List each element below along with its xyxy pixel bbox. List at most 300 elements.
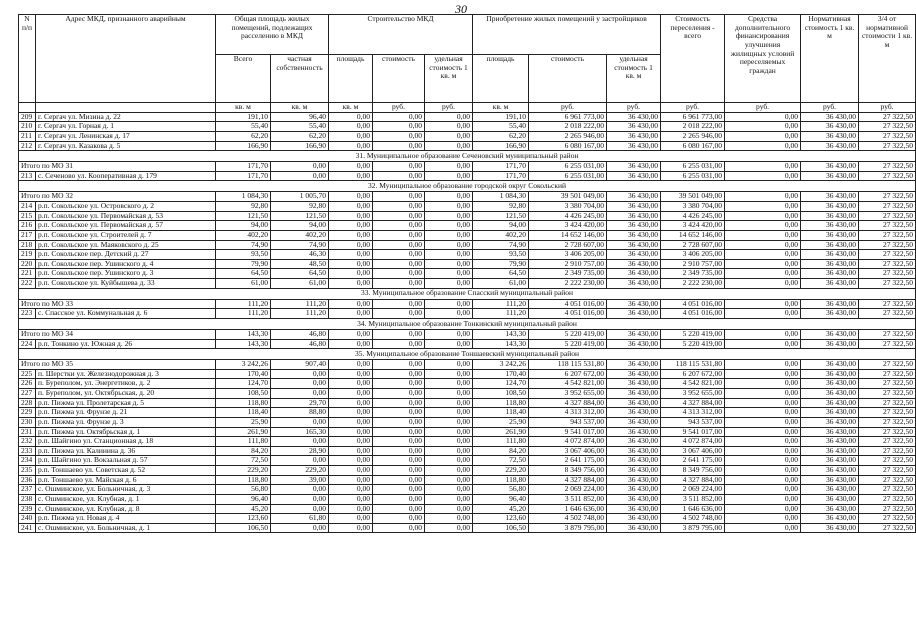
address-cell: г. Сергач ул. Казакова д. 5: [36, 141, 216, 151]
value-cell: 4 426 245,00: [529, 211, 607, 221]
value-cell: 9 541 017,00: [661, 427, 725, 437]
value-cell: 0,00: [329, 475, 373, 485]
value-cell: 36 430,00: [801, 494, 859, 504]
value-cell: 36 430,00: [801, 131, 859, 141]
value-cell: 0,00: [329, 192, 373, 202]
value-cell: 0,00: [329, 494, 373, 504]
row-number: 233: [19, 446, 36, 456]
value-cell: 0,00: [425, 131, 473, 141]
address-cell: р.п. Тоншаево ул. Советская д. 52: [36, 466, 216, 476]
value-cell: 0,00: [373, 514, 425, 524]
address-cell: с. Спасское ул. Коммунальная д. 6: [36, 309, 216, 319]
value-cell: 36 430,00: [801, 221, 859, 231]
value-cell: 191,10: [473, 112, 529, 122]
value-cell: 92,80: [216, 202, 271, 212]
value-cell: 55,40: [271, 122, 329, 132]
value-cell: 0,00: [425, 408, 473, 418]
value-cell: 27 322,50: [859, 202, 916, 212]
value-cell: 0,00: [425, 427, 473, 437]
value-cell: 4 072 874,00: [661, 437, 725, 447]
value-cell: 27 322,50: [859, 192, 916, 202]
value-cell: 74,90: [473, 240, 529, 250]
value-cell: 0,00: [725, 211, 801, 221]
unit-cell: руб.: [373, 103, 425, 113]
value-cell: 0,00: [373, 437, 425, 447]
value-cell: 108,50: [216, 389, 271, 399]
value-cell: 2 069 224,00: [661, 485, 725, 495]
section-title: 34. Муниципальное образование Тонкинский муниципальный район: [19, 318, 916, 329]
header-additional-funds: Средства дополнительного финансирования улучшения жилищных условий переселяемых граждан: [725, 15, 801, 103]
value-cell: 0,00: [725, 514, 801, 524]
value-cell: 0,00: [725, 398, 801, 408]
value-cell: 3 879 795,00: [661, 523, 725, 533]
value-cell: 123,60: [216, 514, 271, 524]
address-cell: р.п. Шайгино ул. Вокзальная д. 57: [36, 456, 216, 466]
value-cell: 0,00: [373, 240, 425, 250]
value-cell: 0,00: [329, 485, 373, 495]
value-cell: 0,00: [329, 389, 373, 399]
value-cell: 0,00: [425, 221, 473, 231]
value-cell: 2 910 757,00: [529, 259, 607, 269]
row-number: 219: [19, 250, 36, 260]
value-cell: 36 430,00: [801, 122, 859, 132]
value-cell: 0,00: [425, 279, 473, 289]
value-cell: 0,00: [425, 523, 473, 533]
table-row: [19, 523, 916, 533]
value-cell: 6 207 672,00: [529, 369, 607, 379]
value-cell: 121,50: [271, 211, 329, 221]
value-cell: 27 322,50: [859, 162, 916, 172]
value-cell: 4 327 884,00: [529, 475, 607, 485]
unit-cell: руб.: [801, 103, 859, 113]
value-cell: 0,00: [329, 398, 373, 408]
value-cell: 4 542 821,00: [661, 379, 725, 389]
value-cell: 36 430,00: [607, 112, 661, 122]
value-cell: 36 430,00: [607, 279, 661, 289]
table-row: [19, 389, 916, 399]
value-cell: 0,00: [425, 456, 473, 466]
value-cell: 0,00: [373, 360, 425, 370]
header-construction-cost: стоимость: [373, 55, 425, 103]
value-cell: 2 018 222,00: [529, 122, 607, 132]
value-cell: 118,40: [473, 408, 529, 418]
value-cell: 0,00: [373, 466, 425, 476]
value-cell: 118,80: [216, 398, 271, 408]
value-cell: 0,00: [329, 259, 373, 269]
value-cell: 0,00: [373, 162, 425, 172]
value-cell: 6 207 672,00: [661, 369, 725, 379]
value-cell: 36 430,00: [607, 417, 661, 427]
value-cell: 2 728 607,00: [529, 240, 607, 250]
value-cell: 0,00: [725, 162, 801, 172]
value-cell: 402,20: [271, 230, 329, 240]
value-cell: 0,00: [725, 221, 801, 231]
value-cell: 0,00: [373, 456, 425, 466]
header-private: частная собственность: [271, 55, 329, 103]
value-cell: 74,90: [271, 240, 329, 250]
address-cell: с. Ошминское, ул. Клубная, д. 1: [36, 494, 216, 504]
value-cell: 0,00: [329, 523, 373, 533]
value-cell: 2 728 607,00: [661, 240, 725, 250]
value-cell: 96,40: [271, 112, 329, 122]
value-cell: 0,00: [271, 417, 329, 427]
value-cell: 6 255 031,00: [529, 162, 607, 172]
value-cell: 0,00: [725, 141, 801, 151]
value-cell: 166,90: [473, 141, 529, 151]
row-number: 240: [19, 514, 36, 524]
value-cell: 27 322,50: [859, 466, 916, 476]
value-cell: 36 430,00: [607, 329, 661, 339]
address-cell: с. Ошминское, ул. Больничная, д. 3: [36, 485, 216, 495]
subtotal-row: [19, 162, 916, 172]
value-cell: 79,90: [216, 259, 271, 269]
value-cell: 0,00: [329, 131, 373, 141]
value-cell: 0,00: [373, 329, 425, 339]
header-norm-cost: Нормативная стоимость 1 кв. м: [801, 15, 859, 103]
value-cell: 72,50: [216, 456, 271, 466]
value-cell: 0,00: [425, 514, 473, 524]
value-cell: 27 322,50: [859, 259, 916, 269]
table-body: [19, 112, 916, 533]
address-cell: п. Шерстки ул. Железнодорожная д. 3: [36, 369, 216, 379]
table-row: [19, 230, 916, 240]
value-cell: 3 952 655,00: [661, 389, 725, 399]
value-cell: 0,00: [425, 475, 473, 485]
row-number: 229: [19, 408, 36, 418]
value-cell: 166,90: [271, 141, 329, 151]
value-cell: 0,00: [329, 221, 373, 231]
value-cell: 0,00: [271, 171, 329, 181]
value-cell: 0,00: [373, 192, 425, 202]
value-cell: 36 430,00: [607, 379, 661, 389]
header-area-group: Общая площадь жилых помещений, подлежащих расселению в МКД: [216, 15, 329, 55]
value-cell: 0,00: [329, 456, 373, 466]
value-cell: 5 220 419,00: [661, 329, 725, 339]
value-cell: 36 430,00: [607, 162, 661, 172]
subtotal-label: Итого по МО 32: [19, 192, 216, 202]
value-cell: 402,20: [473, 230, 529, 240]
value-cell: 36 430,00: [607, 427, 661, 437]
address-cell: р.п. Сокольское ул. Первомайская д. 53: [36, 211, 216, 221]
value-cell: 0,00: [373, 171, 425, 181]
value-cell: 36 430,00: [801, 466, 859, 476]
header-purchase-group: Приобретение жилых помещений у застройщиков: [473, 15, 661, 55]
table-row: [19, 466, 916, 476]
value-cell: 36 430,00: [801, 202, 859, 212]
value-cell: 36 430,00: [801, 398, 859, 408]
value-cell: 1 005,70: [271, 192, 329, 202]
subtotal-row: [19, 329, 916, 339]
value-cell: 0,00: [725, 408, 801, 418]
value-cell: 118,80: [473, 475, 529, 485]
row-number: 230: [19, 417, 36, 427]
value-cell: 36 430,00: [801, 360, 859, 370]
resettlement-table: [18, 14, 916, 533]
value-cell: 0,00: [725, 171, 801, 181]
value-cell: 1 646 636,00: [661, 504, 725, 514]
value-cell: 229,20: [271, 466, 329, 476]
value-cell: 118 115 531,80: [661, 360, 725, 370]
value-cell: 0,00: [373, 250, 425, 260]
value-cell: 0,00: [425, 269, 473, 279]
value-cell: 229,20: [216, 466, 271, 476]
value-cell: 118 115 531,80: [529, 360, 607, 370]
row-number: 218: [19, 240, 36, 250]
value-cell: 0,00: [329, 162, 373, 172]
value-cell: 64,50: [271, 269, 329, 279]
value-cell: 4 051 016,00: [529, 309, 607, 319]
value-cell: 0,00: [373, 221, 425, 231]
value-cell: 36 430,00: [607, 221, 661, 231]
value-cell: 36 430,00: [801, 446, 859, 456]
value-cell: 36 430,00: [607, 514, 661, 524]
value-cell: 0,00: [725, 389, 801, 399]
value-cell: 0,00: [425, 309, 473, 319]
value-cell: 0,00: [725, 494, 801, 504]
header-three-quarter: 3/4 от нормативной стоимости 1 кв. м: [859, 15, 916, 103]
value-cell: 1 084,30: [473, 192, 529, 202]
value-cell: 0,00: [373, 369, 425, 379]
address-cell: р.п. Сокольское пер. Ушинского д. 4: [36, 259, 216, 269]
value-cell: 27 322,50: [859, 446, 916, 456]
value-cell: 36 430,00: [801, 211, 859, 221]
value-cell: 36 430,00: [607, 309, 661, 319]
row-number: 220: [19, 259, 36, 269]
subtotal-label: Итого по МО 33: [19, 299, 216, 309]
value-cell: 0,00: [329, 171, 373, 181]
value-cell: 0,00: [373, 389, 425, 399]
value-cell: 36 430,00: [801, 417, 859, 427]
value-cell: 2 265 946,00: [529, 131, 607, 141]
value-cell: 0,00: [425, 504, 473, 514]
value-cell: 0,00: [425, 446, 473, 456]
value-cell: 1 084,30: [216, 192, 271, 202]
value-cell: 36 430,00: [801, 475, 859, 485]
header-purchase-cost: стоимость: [529, 55, 607, 103]
value-cell: 27 322,50: [859, 389, 916, 399]
value-cell: 0,00: [425, 339, 473, 349]
address-cell: п. Буреполом, ул. Энергетиков, д. 2: [36, 379, 216, 389]
value-cell: 45,20: [473, 504, 529, 514]
value-cell: 0,00: [725, 456, 801, 466]
value-cell: 0,00: [373, 485, 425, 495]
value-cell: 0,00: [271, 162, 329, 172]
value-cell: 36 430,00: [607, 475, 661, 485]
value-cell: 0,00: [425, 192, 473, 202]
section-title: 33. Муниципальное образование Спасский муниципальный район: [19, 288, 916, 299]
value-cell: 4 542 821,00: [529, 379, 607, 389]
value-cell: 166,90: [216, 141, 271, 151]
value-cell: 84,20: [473, 446, 529, 456]
value-cell: 36 430,00: [801, 250, 859, 260]
value-cell: 36 430,00: [801, 504, 859, 514]
address-cell: р.п. Пижма ул. Новая д. 4: [36, 514, 216, 524]
value-cell: 27 322,50: [859, 240, 916, 250]
value-cell: 2 349 735,00: [529, 269, 607, 279]
value-cell: 36 430,00: [801, 299, 859, 309]
unit-cell: руб.: [529, 103, 607, 113]
value-cell: 27 322,50: [859, 408, 916, 418]
value-cell: 27 322,50: [859, 171, 916, 181]
value-cell: 0,00: [425, 389, 473, 399]
table-row: [19, 221, 916, 231]
section-header-row: [19, 181, 916, 192]
value-cell: 48,50: [271, 259, 329, 269]
value-cell: 402,20: [216, 230, 271, 240]
value-cell: 0,00: [425, 250, 473, 260]
table-row: [19, 437, 916, 447]
value-cell: 170,40: [216, 369, 271, 379]
address-cell: р.п. Сокольское ул. Первомайская д. 57: [36, 221, 216, 231]
value-cell: 121,50: [473, 211, 529, 221]
value-cell: 92,80: [271, 202, 329, 212]
value-cell: 0,00: [725, 131, 801, 141]
value-cell: 0,00: [329, 514, 373, 524]
value-cell: 0,00: [373, 141, 425, 151]
value-cell: 4 327 884,00: [661, 398, 725, 408]
value-cell: 0,00: [425, 162, 473, 172]
value-cell: 0,00: [425, 259, 473, 269]
value-cell: 39 501 049,00: [529, 192, 607, 202]
value-cell: 36 430,00: [607, 494, 661, 504]
value-cell: 36 430,00: [607, 202, 661, 212]
value-cell: 123,60: [473, 514, 529, 524]
subtotal-label: Итого по МО 35: [19, 360, 216, 370]
value-cell: 36 430,00: [607, 339, 661, 349]
value-cell: 0,00: [329, 329, 373, 339]
value-cell: 2 222 230,00: [529, 279, 607, 289]
value-cell: 96,40: [473, 494, 529, 504]
value-cell: 39,00: [271, 475, 329, 485]
value-cell: 907,40: [271, 360, 329, 370]
row-number: 221: [19, 269, 36, 279]
address-cell: р.п. Пижма ул. Фрунзе д. 21: [36, 408, 216, 418]
value-cell: 6 255 031,00: [661, 162, 725, 172]
value-cell: 0,00: [329, 446, 373, 456]
value-cell: 0,00: [373, 112, 425, 122]
value-cell: 0,00: [329, 339, 373, 349]
value-cell: 36 430,00: [801, 514, 859, 524]
value-cell: 0,00: [725, 240, 801, 250]
address-cell: п. Буреполом, ул. Октябрьская, д. 20: [36, 389, 216, 399]
header-address: Адрес МКД, признанного аварийным: [36, 15, 216, 103]
value-cell: 0,00: [373, 131, 425, 141]
value-cell: 94,00: [473, 221, 529, 231]
value-cell: 0,00: [425, 360, 473, 370]
value-cell: 4 313 312,00: [529, 408, 607, 418]
value-cell: 171,70: [216, 171, 271, 181]
table-row: [19, 339, 916, 349]
value-cell: 6 080 167,00: [529, 141, 607, 151]
value-cell: 4 051 016,00: [661, 309, 725, 319]
value-cell: 36 430,00: [607, 122, 661, 132]
value-cell: 0,00: [425, 398, 473, 408]
row-number: 209: [19, 112, 36, 122]
header-total: Всего: [216, 55, 271, 103]
value-cell: 0,00: [329, 379, 373, 389]
value-cell: 943 537,00: [661, 417, 725, 427]
address-cell: р.п. Сокольское пер. Ушинского д. 3: [36, 269, 216, 279]
value-cell: 3 242,26: [216, 360, 271, 370]
value-cell: 0,00: [725, 475, 801, 485]
unit-cell: руб.: [425, 103, 473, 113]
table-row: [19, 122, 916, 132]
value-cell: 27 322,50: [859, 112, 916, 122]
value-cell: 5 220 419,00: [529, 339, 607, 349]
value-cell: 0,00: [425, 329, 473, 339]
row-number: 234: [19, 456, 36, 466]
value-cell: 62,20: [271, 131, 329, 141]
value-cell: 0,00: [725, 250, 801, 260]
table-row: [19, 202, 916, 212]
value-cell: 111,20: [216, 299, 271, 309]
value-cell: 0,00: [425, 299, 473, 309]
value-cell: 88,80: [271, 408, 329, 418]
row-number: 239: [19, 504, 36, 514]
value-cell: 0,00: [271, 437, 329, 447]
value-cell: 6 255 031,00: [529, 171, 607, 181]
value-cell: 4 327 884,00: [661, 475, 725, 485]
value-cell: 943 537,00: [529, 417, 607, 427]
value-cell: 165,30: [271, 427, 329, 437]
value-cell: 27 322,50: [859, 427, 916, 437]
value-cell: 36 430,00: [801, 141, 859, 151]
value-cell: 36 430,00: [801, 162, 859, 172]
value-cell: 0,00: [725, 369, 801, 379]
value-cell: 36 430,00: [607, 398, 661, 408]
value-cell: 27 322,50: [859, 131, 916, 141]
value-cell: 0,00: [725, 504, 801, 514]
table-row: [19, 494, 916, 504]
value-cell: 27 322,50: [859, 504, 916, 514]
value-cell: 36 430,00: [801, 339, 859, 349]
value-cell: 171,70: [473, 162, 529, 172]
value-cell: 124,70: [473, 379, 529, 389]
section-header-row: [19, 288, 916, 299]
table-row: [19, 171, 916, 181]
value-cell: 36 430,00: [801, 456, 859, 466]
value-cell: 3 424 420,00: [661, 221, 725, 231]
value-cell: 36 430,00: [607, 141, 661, 151]
value-cell: 14 652 146,00: [529, 230, 607, 240]
value-cell: 143,30: [216, 329, 271, 339]
address-cell: р.п. Тонкино ул. Южная д. 26: [36, 339, 216, 349]
value-cell: 0,00: [425, 437, 473, 447]
value-cell: 5 220 419,00: [529, 329, 607, 339]
value-cell: 2 069 224,00: [529, 485, 607, 495]
value-cell: 1 646 636,00: [529, 504, 607, 514]
value-cell: 36 430,00: [607, 408, 661, 418]
value-cell: 36 430,00: [607, 131, 661, 141]
value-cell: 93,50: [473, 250, 529, 260]
value-cell: 2 222 230,00: [661, 279, 725, 289]
value-cell: 92,80: [473, 202, 529, 212]
value-cell: 118,40: [216, 408, 271, 418]
row-number: 210: [19, 122, 36, 132]
value-cell: 36 430,00: [607, 523, 661, 533]
value-cell: 36 430,00: [607, 250, 661, 260]
value-cell: 0,00: [329, 427, 373, 437]
value-cell: 36 430,00: [607, 446, 661, 456]
value-cell: 8 349 756,00: [529, 466, 607, 476]
table-row: [19, 485, 916, 495]
value-cell: 0,00: [725, 379, 801, 389]
value-cell: 111,20: [271, 309, 329, 319]
value-cell: 0,00: [271, 456, 329, 466]
value-cell: 2 265 946,00: [661, 131, 725, 141]
table-row: [19, 514, 916, 524]
value-cell: 0,00: [373, 122, 425, 132]
